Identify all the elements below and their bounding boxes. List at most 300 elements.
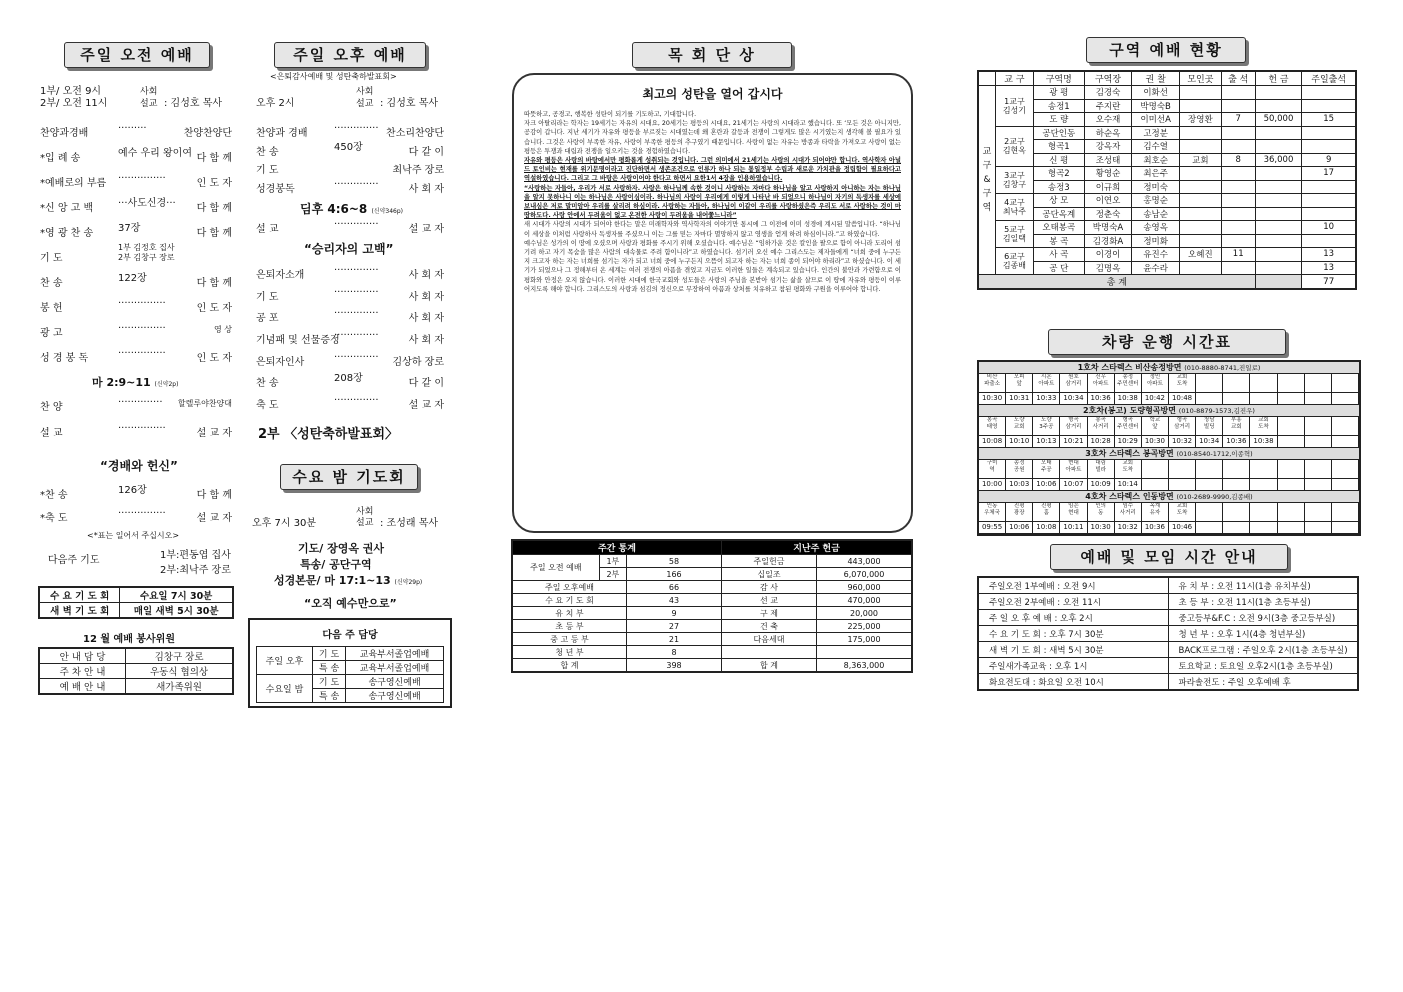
afternoon-item-person: 김상하 장로	[392, 356, 444, 368]
morning-item-detail: 122장	[118, 273, 147, 284]
afternoon-item-name: 설 교	[256, 224, 279, 235]
morning-order-list	[40, 122, 232, 372]
vehicle-stop	[1332, 460, 1359, 478]
district-cell	[1179, 221, 1221, 235]
prayer-schedule-table	[38, 586, 234, 619]
prayer-schedule-cell: 매일 새벽 5시 30분	[120, 603, 233, 619]
district-header-cell: 모인곳	[1179, 71, 1221, 86]
stats-offering-type: 선 교	[722, 594, 817, 607]
afternoon-order-list-3	[256, 264, 444, 416]
vehicle-time: 10:30	[979, 393, 1006, 404]
morning-item-person: 설 교 자	[196, 428, 232, 439]
district-header-cell: 교 구	[996, 71, 1034, 86]
vehicle-route-header	[979, 362, 1359, 374]
schedule-row	[978, 674, 1358, 691]
stats-offering-type: 건 축	[722, 620, 817, 633]
afternoon-worship-title: 주일 오후 예배	[274, 42, 426, 68]
district-cell	[1179, 86, 1221, 100]
district-cell	[1221, 194, 1255, 208]
district-cell	[1255, 221, 1302, 235]
stats-count: 43	[627, 594, 722, 607]
district-cell	[1179, 261, 1221, 275]
district-cell	[1221, 126, 1255, 140]
vehicle-stop	[1196, 460, 1223, 478]
schedule-row	[978, 626, 1358, 642]
district-cell	[1221, 221, 1255, 235]
stats-category: 수 요 기 도 회	[512, 594, 627, 607]
vehicle-stop: 부흥 교회	[1223, 417, 1250, 435]
vehicle-time	[1196, 479, 1223, 490]
schedule-cell: 주일오전 1부예배 : 오전 9시	[978, 577, 1168, 594]
morning-row	[40, 396, 232, 422]
district-cell: 8	[1221, 153, 1255, 167]
stats-offering-type: 감 사	[722, 581, 817, 594]
wednesday-scripture-page: (신약29p)	[394, 579, 423, 586]
stats-count: 8	[627, 646, 722, 659]
vehicle-stop	[1169, 460, 1196, 478]
stats-count: 9	[627, 607, 722, 620]
district-title: 구역 예배 현황	[1086, 37, 1246, 63]
schedule-cell: 주일새가족교육 : 오후 1시	[978, 658, 1168, 674]
vehicle-name: 3호차 스타렉스	[1085, 449, 1143, 458]
schedule-cell: 주 일 오 후 예 배 : 오후 2시	[978, 610, 1168, 626]
vehicle-stop	[1250, 460, 1277, 478]
afternoon-row	[256, 351, 444, 373]
morning-item-person: 다 함 께	[196, 228, 232, 239]
stats-offering-type: 십일조	[722, 568, 817, 581]
district-total-label: 총 계	[978, 275, 1255, 290]
vehicle-time: 10:29	[1115, 436, 1142, 447]
servant-row	[39, 664, 233, 679]
vehicle-stop: 형곡 삼거리	[1060, 417, 1087, 435]
vehicle-stops-row	[979, 374, 1359, 393]
stats-category: 청 년 부	[512, 646, 627, 659]
vehicle-stop: 시온 아파트	[1033, 374, 1060, 392]
morning-leader-label: 사회 설교	[140, 87, 158, 109]
vehicle-time	[1305, 479, 1332, 490]
schedule-cell: 중고등부&F.C : 오전 9시(3층 중고등부실)	[1168, 610, 1358, 626]
schedule-cell: 주일오전 2부예배 : 오전 11시	[978, 594, 1168, 610]
vehicle-time: 10:31	[1006, 393, 1033, 404]
stats-category: 주일 오전 예배	[512, 555, 599, 581]
afternoon-item-name: 기 도	[256, 291, 279, 303]
vehicle-stop: 신우 아파트	[1088, 374, 1115, 392]
vehicle-stop	[1223, 374, 1250, 392]
stats-count: 27	[627, 620, 722, 633]
vehicle-time	[1305, 522, 1332, 533]
vehicle-times-row	[979, 479, 1359, 491]
morning-item-person: 인 도 자	[196, 303, 232, 314]
afternoon-scripture-page: (신약346p)	[371, 208, 403, 215]
district-cell	[1255, 261, 1302, 275]
afternoon-row	[256, 264, 444, 286]
district-cell: 송정1	[1033, 99, 1084, 113]
vehicle-time: 10:14	[1115, 479, 1142, 490]
district-cell	[1179, 167, 1221, 181]
vehicle-stop	[1142, 460, 1169, 478]
morning-item-name: *영 광 찬 송	[40, 228, 94, 239]
servant-row	[39, 679, 233, 695]
pastor-article	[512, 73, 913, 533]
vehicle-time	[1250, 522, 1277, 533]
stats-offering-type: 합 계	[722, 659, 817, 673]
district-cell	[1179, 99, 1221, 113]
district-cell: 김수열	[1132, 140, 1180, 154]
morning-scripture-ref: 마 2:9~11	[92, 376, 151, 389]
vehicle-stop: 도량 교회	[1006, 417, 1033, 435]
schedule-cell: 유 치 부 : 오전 11시(1층 유치부실)	[1168, 577, 1358, 594]
vehicle-times-row	[979, 436, 1359, 448]
vehicle-stops-row	[979, 503, 1359, 522]
district-header-cell: 구역명	[1033, 71, 1084, 86]
schedule-row	[978, 642, 1358, 658]
duty-type: 특 송	[312, 689, 345, 703]
district-cell	[1302, 140, 1356, 154]
district-cell: 홍명순	[1132, 194, 1180, 208]
afternoon-item-name: 찬 송	[256, 378, 279, 390]
afternoon-item-name: 공 포	[256, 313, 279, 325]
morning-row	[40, 197, 232, 222]
afternoon-item-person: 찬소리찬양단	[386, 128, 444, 139]
vehicle-stop	[1305, 503, 1332, 521]
district-cell	[1179, 207, 1221, 221]
afternoon-item-person: 최낙주 장로	[392, 165, 444, 176]
vehicle-time: 10:30	[1142, 436, 1169, 447]
district-cell	[1221, 234, 1255, 248]
district-cell: 윤수라	[1132, 261, 1180, 275]
stats-offering-amount: 6,070,000	[817, 568, 913, 581]
vehicle-time	[1169, 479, 1196, 490]
vehicle-time: 10:36	[1223, 436, 1250, 447]
morning-item-person: 다 함 께	[196, 278, 232, 289]
vehicle-name: 2호차(봉고)	[1083, 406, 1130, 415]
district-cell: 50,000	[1255, 113, 1302, 127]
district-cell: 봉 곡	[1033, 234, 1084, 248]
district-cell	[1255, 99, 1302, 113]
wednesday-special-song: 특송/ 공단구역	[300, 558, 372, 571]
vehicle-stop	[1196, 374, 1223, 392]
morning-row	[40, 347, 232, 372]
duty-group: 주일 오후	[257, 647, 313, 675]
morning-item-detail: ···············	[118, 423, 166, 434]
vehicle-stop	[1250, 374, 1277, 392]
district-cell	[1302, 207, 1356, 221]
afternoon-item-person: 다 같 이	[408, 378, 444, 390]
wednesday-leader-label: 사회 설교	[356, 507, 374, 528]
district-cell	[1302, 234, 1356, 248]
stats-count: 21	[627, 633, 722, 646]
vehicle-route-header	[979, 491, 1359, 503]
district-side-label: 교구 & 구역	[978, 86, 996, 275]
morning-worship-title: 주일 오전 예배	[64, 42, 210, 68]
stats-row	[512, 646, 912, 659]
vehicle-stop	[1305, 374, 1332, 392]
stats-count: 58	[627, 555, 722, 568]
vehicle-stop	[1305, 460, 1332, 478]
district-cell: 신 평	[1033, 153, 1084, 167]
district-cell	[1255, 207, 1302, 221]
vehicle-time: 10:48	[1169, 393, 1196, 404]
district-corner	[978, 71, 996, 86]
vehicle-stop: 오피 앞	[1006, 374, 1033, 392]
vehicle-time: 10:08	[979, 436, 1006, 447]
morning-item-name: *예배로의 부름	[40, 178, 107, 189]
afternoon-item-person: 사 회 자	[408, 270, 444, 281]
prayer-schedule-cell: 수요일 7시 30분	[120, 587, 233, 603]
district-cell: 송정3	[1033, 180, 1084, 194]
morning-item-person: 다 함 께	[196, 203, 232, 214]
wednesday-scripture	[274, 572, 422, 588]
vehicle-stop: 인동 우체국	[979, 503, 1006, 521]
vehicle-stop	[1332, 417, 1359, 435]
morning-row	[40, 484, 232, 507]
afternoon-row	[256, 218, 444, 238]
morning-item-person: 할렐루야찬양대	[177, 399, 232, 408]
duty-type: 기 도	[312, 647, 345, 661]
afternoon-leader-label: 사회 설교	[356, 87, 374, 109]
morning-item-name: 봉 헌	[40, 303, 63, 314]
afternoon-item-name: 찬 송	[256, 146, 279, 158]
stats-offering-type: 구 제	[722, 607, 817, 620]
district-cell	[1255, 140, 1302, 154]
district-cell	[1221, 140, 1255, 154]
district-row	[978, 194, 1356, 208]
stats-row	[512, 607, 912, 620]
morning-scripture	[92, 374, 178, 390]
district-cell: 강옥자	[1084, 140, 1132, 154]
district-cell	[1302, 194, 1356, 208]
vehicle-time: 10:13	[1033, 436, 1060, 447]
district-cell: 주지란	[1084, 99, 1132, 113]
vehicle-stop: 송정 공원	[1006, 460, 1033, 478]
district-cell: 상 모	[1033, 194, 1084, 208]
district-total-row	[978, 275, 1356, 290]
vehicle-stop	[1196, 503, 1223, 521]
weekly-stats-table	[511, 539, 913, 673]
stats-count: 398	[627, 659, 722, 673]
morning-item-detail: ··············	[118, 397, 163, 408]
afternoon-row	[256, 159, 444, 178]
district-cell	[1302, 99, 1356, 113]
stats-offering-type: 다음세대	[722, 633, 817, 646]
district-cell: 유진수	[1132, 248, 1180, 262]
district-cell: 오태봉곡	[1033, 221, 1084, 235]
schedule-cell: BACK프로그램 : 주일오후 2시(1층 초등부실)	[1168, 642, 1358, 658]
article-paragraph: “사랑하는 자들아, 우리가 서로 사랑하자. 사랑은 하나님께 속한 것이니 사랑하는 자마다 하나님을 알고 사랑하지 아니하는 자는 하나님을 알지 못하나니 이는 하나님은 사랑이심이라. 하나님의 사랑이 우리에게 이렇게 나타난 바 되었으니 하나님이 자기의 독생자를 세상에 보내심은 저로 말미암아 우리를 살리려 하심이라. 사랑하는 자들아, 하나님이 이같이 우리를 사랑하셨은즉 우리도 서로 사랑하는 것이 마땅하도다. 사랑 안에서 두려움이 없고 온전한 사랑이 두려움을 내어쫓느니라”	[524, 184, 901, 220]
district-cell: 최호순	[1132, 153, 1180, 167]
vehicle-time: 10:00	[979, 479, 1006, 490]
stats-offering-amount: 960,000	[817, 581, 913, 594]
servants-title: 12 월 예배 봉사위원	[83, 634, 175, 645]
district-cell: 김경화A	[1084, 234, 1132, 248]
vehicle-stop	[1223, 503, 1250, 521]
morning-leader: : 김성호 목사	[164, 98, 223, 109]
district-cell: 형곡1	[1033, 140, 1084, 154]
afternoon-item-person: 설 교 자	[408, 400, 444, 412]
vehicle-stop: 봉곡 태영	[979, 417, 1006, 435]
district-cell: 김경숙	[1084, 86, 1132, 100]
afternoon-item-person: 사 회 자	[408, 291, 444, 303]
vehicle-time	[1196, 522, 1223, 533]
vehicle-stop	[1332, 374, 1359, 392]
wednesday-prayer: 기도/ 장영옥 권사	[298, 542, 385, 555]
vehicle-time: 10:08	[1033, 522, 1060, 533]
duty-table	[256, 646, 444, 703]
duty-assignee: 송구영신예배	[346, 689, 444, 703]
vehicle-time	[1250, 479, 1277, 490]
afternoon-leader: : 김성호 목사	[380, 98, 439, 109]
schedule-row	[978, 594, 1358, 610]
afternoon-item-name: 찬양과 경배	[256, 128, 308, 139]
morning-item-detail: 37장	[118, 223, 141, 234]
afternoon-order-list	[256, 122, 444, 196]
vehicle-stops-row	[979, 417, 1359, 436]
stats-offering-type: 주일헌금	[722, 555, 817, 568]
vehicle-time: 10:36	[1142, 522, 1169, 533]
district-cell: 9	[1302, 153, 1356, 167]
afternoon-row	[256, 329, 444, 351]
district-row	[978, 126, 1356, 140]
morning-sermon-title: “경배와 헌신”	[100, 459, 178, 473]
vehicle-stop: 오태 주공	[1033, 460, 1060, 478]
stats-offering-amount: 443,000	[817, 555, 913, 568]
vehicle-stop	[1278, 503, 1305, 521]
afternoon-row	[256, 394, 444, 416]
afternoon-sermon-title: “승리자의 고백”	[304, 242, 394, 256]
morning-item-detail: 예수 우리 왕이여	[118, 148, 192, 159]
wednesday-sermon: “오직 예수만으로”	[304, 597, 397, 610]
afternoon-item-detail: ··············	[334, 308, 379, 320]
district-cell: 조성태	[1084, 153, 1132, 167]
duty-type: 특 송	[312, 661, 345, 675]
district-cell	[1179, 234, 1221, 248]
vehicle-stop	[1250, 503, 1277, 521]
district-header-cell: 헌 금	[1255, 71, 1302, 86]
schedule-cell: 토요학교 : 토요일 오후2시(1층 초등부실)	[1168, 658, 1358, 674]
duty-assignee: 송구영신예배	[346, 675, 444, 689]
district-cell: 공단옥계	[1033, 207, 1084, 221]
afternoon-time: 오후 2시	[256, 98, 295, 109]
district-cell: 11	[1221, 248, 1255, 262]
vehicle-time: 10:21	[1060, 436, 1087, 447]
district-row	[978, 207, 1356, 221]
stats-header-attendance: 주간 통계	[512, 540, 722, 555]
vehicle-name: 1호차 스타렉스	[1077, 363, 1136, 372]
vehicle-stop: 송정 주민센터	[1115, 374, 1142, 392]
district-group: 4교구 최낙주	[996, 194, 1034, 221]
vehicle-stop	[1278, 460, 1305, 478]
morning-item-name: *찬 송	[40, 490, 68, 501]
morning-item-name: 광 고	[40, 328, 63, 339]
duty-type: 기 도	[312, 675, 345, 689]
district-cell: 황영순	[1084, 167, 1132, 181]
servant-cell: 우동식 협의상	[126, 664, 233, 679]
vehicle-time	[1278, 522, 1305, 533]
vehicle-time	[1250, 393, 1277, 404]
prayer-schedule-row	[39, 587, 233, 603]
schedule-table	[977, 576, 1359, 691]
vehicle-route-header	[979, 448, 1359, 460]
vehicle-time	[1196, 393, 1223, 404]
morning-item-detail: ···············	[118, 173, 166, 184]
morning-item-person: 영 상	[214, 325, 232, 334]
district-cell: 이경이	[1084, 248, 1132, 262]
district-cell: 15	[1302, 113, 1356, 127]
vehicle-stop: 임수 사거리	[1115, 503, 1142, 521]
vehicle-stop	[1278, 374, 1305, 392]
vehicle-time	[1332, 522, 1359, 533]
district-group: 2교구 김현옥	[996, 126, 1034, 167]
morning-row	[40, 122, 232, 147]
stats-count: 66	[627, 581, 722, 594]
wednesday-time: 오후 7시 30분	[252, 518, 317, 529]
wednesday-leader: : 조성래 목사	[380, 518, 439, 529]
district-cell	[1255, 167, 1302, 181]
vehicle-time: 10:30	[1088, 522, 1115, 533]
vehicle-time	[1305, 436, 1332, 447]
vehicle-time	[1142, 479, 1169, 490]
vehicle-stop	[1223, 460, 1250, 478]
district-cell: 사 곡	[1033, 248, 1084, 262]
afternoon-row	[256, 122, 444, 141]
stats-count: 166	[627, 568, 722, 581]
afternoon-row	[256, 178, 444, 197]
district-cell: 7	[1221, 113, 1255, 127]
district-group: 1교구 김성기	[996, 86, 1034, 127]
morning-item-detail: ···············	[118, 323, 166, 334]
schedule-cell: 화요전도대 : 화요일 오전 10시	[978, 674, 1168, 691]
morning-item-detail: ·········	[118, 123, 147, 134]
district-cell: 오수재	[1084, 113, 1132, 127]
vehicle-time: 10:07	[1060, 479, 1087, 490]
district-row	[978, 180, 1356, 194]
stats-offering-amount: 225,000	[817, 620, 913, 633]
district-cell: 하순옥	[1084, 126, 1132, 140]
vehicle-stop: 대림 빌라	[1088, 460, 1115, 478]
vehicle-route: 도량형곡방면	[1129, 406, 1179, 415]
district-cell	[1255, 234, 1302, 248]
vehicle-phone: (010-2689-9990,김종배)	[1176, 493, 1253, 501]
wednesday-scripture-ref: 성경본문/ 마 17:1~13	[274, 574, 391, 587]
afternoon-item-name: 은퇴자인사	[256, 356, 305, 368]
district-header	[978, 71, 1356, 86]
afternoon-item-person: 다 같 이	[408, 146, 444, 158]
article-paragraph: 따뜻하고, 공경고, 행복한 성탄이 되기를 기도하고, 기대합니다.	[524, 111, 697, 118]
morning-item-name: 성 경 봉 독	[40, 353, 89, 364]
duty-row	[257, 675, 444, 689]
vehicle-stop: 봉곡 사거리	[1088, 417, 1115, 435]
afternoon-item-detail: ··············	[334, 123, 379, 134]
morning-item-detail: ···············	[118, 348, 166, 359]
district-cell: 오혜진	[1179, 248, 1221, 262]
stats-row	[512, 555, 912, 568]
vehicle-time: 10:06	[1033, 479, 1060, 490]
stats-subcategory: 1부	[599, 555, 626, 568]
morning-item-detail: ···············	[118, 508, 166, 519]
morning-item-detail: 1부 김정호 집사 2부 김창구 장로	[118, 243, 175, 262]
morning-order-list-2	[40, 396, 232, 448]
afternoon-item-person: 사 회 자	[408, 335, 444, 347]
morning-row	[40, 297, 232, 322]
district-cell: 정춘숙	[1084, 207, 1132, 221]
district-cell: 이연오	[1084, 194, 1132, 208]
afternoon-item-detail: ··············	[334, 286, 379, 298]
district-cell	[1302, 126, 1356, 140]
district-cell	[1255, 194, 1302, 208]
vehicle-time: 10:46	[1169, 522, 1196, 533]
vehicle-time: 10:11	[1060, 522, 1087, 533]
afternoon-subtitle: <은퇴감사예배 및 성탄축하발표회>	[270, 72, 397, 81]
